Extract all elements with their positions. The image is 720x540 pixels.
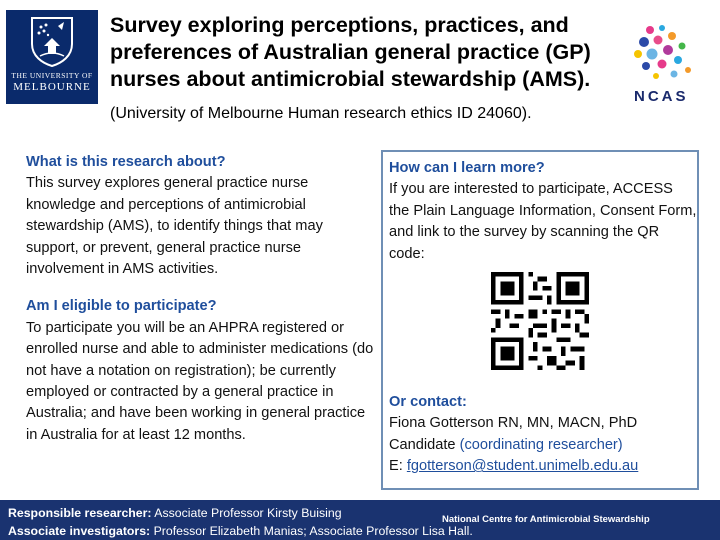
research-heading: What is this research about? [26,154,226,170]
contact-details [389,413,695,456]
learn-more-box [381,150,699,490]
eligibility-text: To participate you will be an AHPRA registered or enrolled nurse and able to administer medications (do not have a notation on registration); be currently employed or contracted by a general practice in Australia; and have been working in general practice in Australia for at least 12 months. [26,319,374,443]
logo-line2: MELBOURNE [13,81,91,93]
learn-more-text: If you are interested to participate, ACCESS the Plain Language Information, Consent Form, and link to the survey by scanning the QR code: [389,181,697,262]
footer-org: National Centre for Antimicrobial Stewardship [442,514,650,525]
learn-more-heading: How can I learn more? [389,160,545,176]
email-prefix: E: [389,458,407,475]
contact-name: Fiona Gotterson RN, MN, MACN, PhD Candidate [389,415,638,453]
contact-email-line [389,456,695,477]
page-title: Survey exploring perceptions, practices, and preferences of Australian general practice (GP) nurses about antimicrobial stewardship (AMS). [110,13,591,91]
contact-section [389,392,695,478]
research-text: This survey explores general practice nurse knowledge and perceptions of antimicrobial stewardship (AMS), to identify things that may support, or prevent, general practice nurse involvement in AMS activities. [26,175,323,278]
qr-code-icon[interactable] [491,272,589,370]
logo-line1: THE UNIVERSITY OF [11,71,93,80]
ncas-label: NCAS [634,88,689,105]
university-logo [6,10,98,104]
eligibility-heading: Am I eligible to participate? [26,298,217,315]
footer-bar [0,500,720,540]
contact-heading: Or contact: [389,394,467,410]
associate-investigators [8,524,473,538]
page-subtitle: (University of Melbourne Human research ethics ID 24060). [110,105,532,122]
responsible-researcher [8,506,342,520]
email-link[interactable]: fgotterson@student.unimelb.edu.au [406,458,639,475]
contact-role: (coordinating researcher) [459,436,623,453]
responsible-value: Associate Professor Kirsty Buising [154,506,342,520]
left-column [26,152,376,446]
crest-icon [30,16,74,68]
responsible-label: Responsible researcher: [8,506,152,520]
associate-label: Associate investigators: [8,524,151,538]
associate-value: Professor Elizabeth Manias; Associate Professor Lisa Hall. [153,524,473,538]
